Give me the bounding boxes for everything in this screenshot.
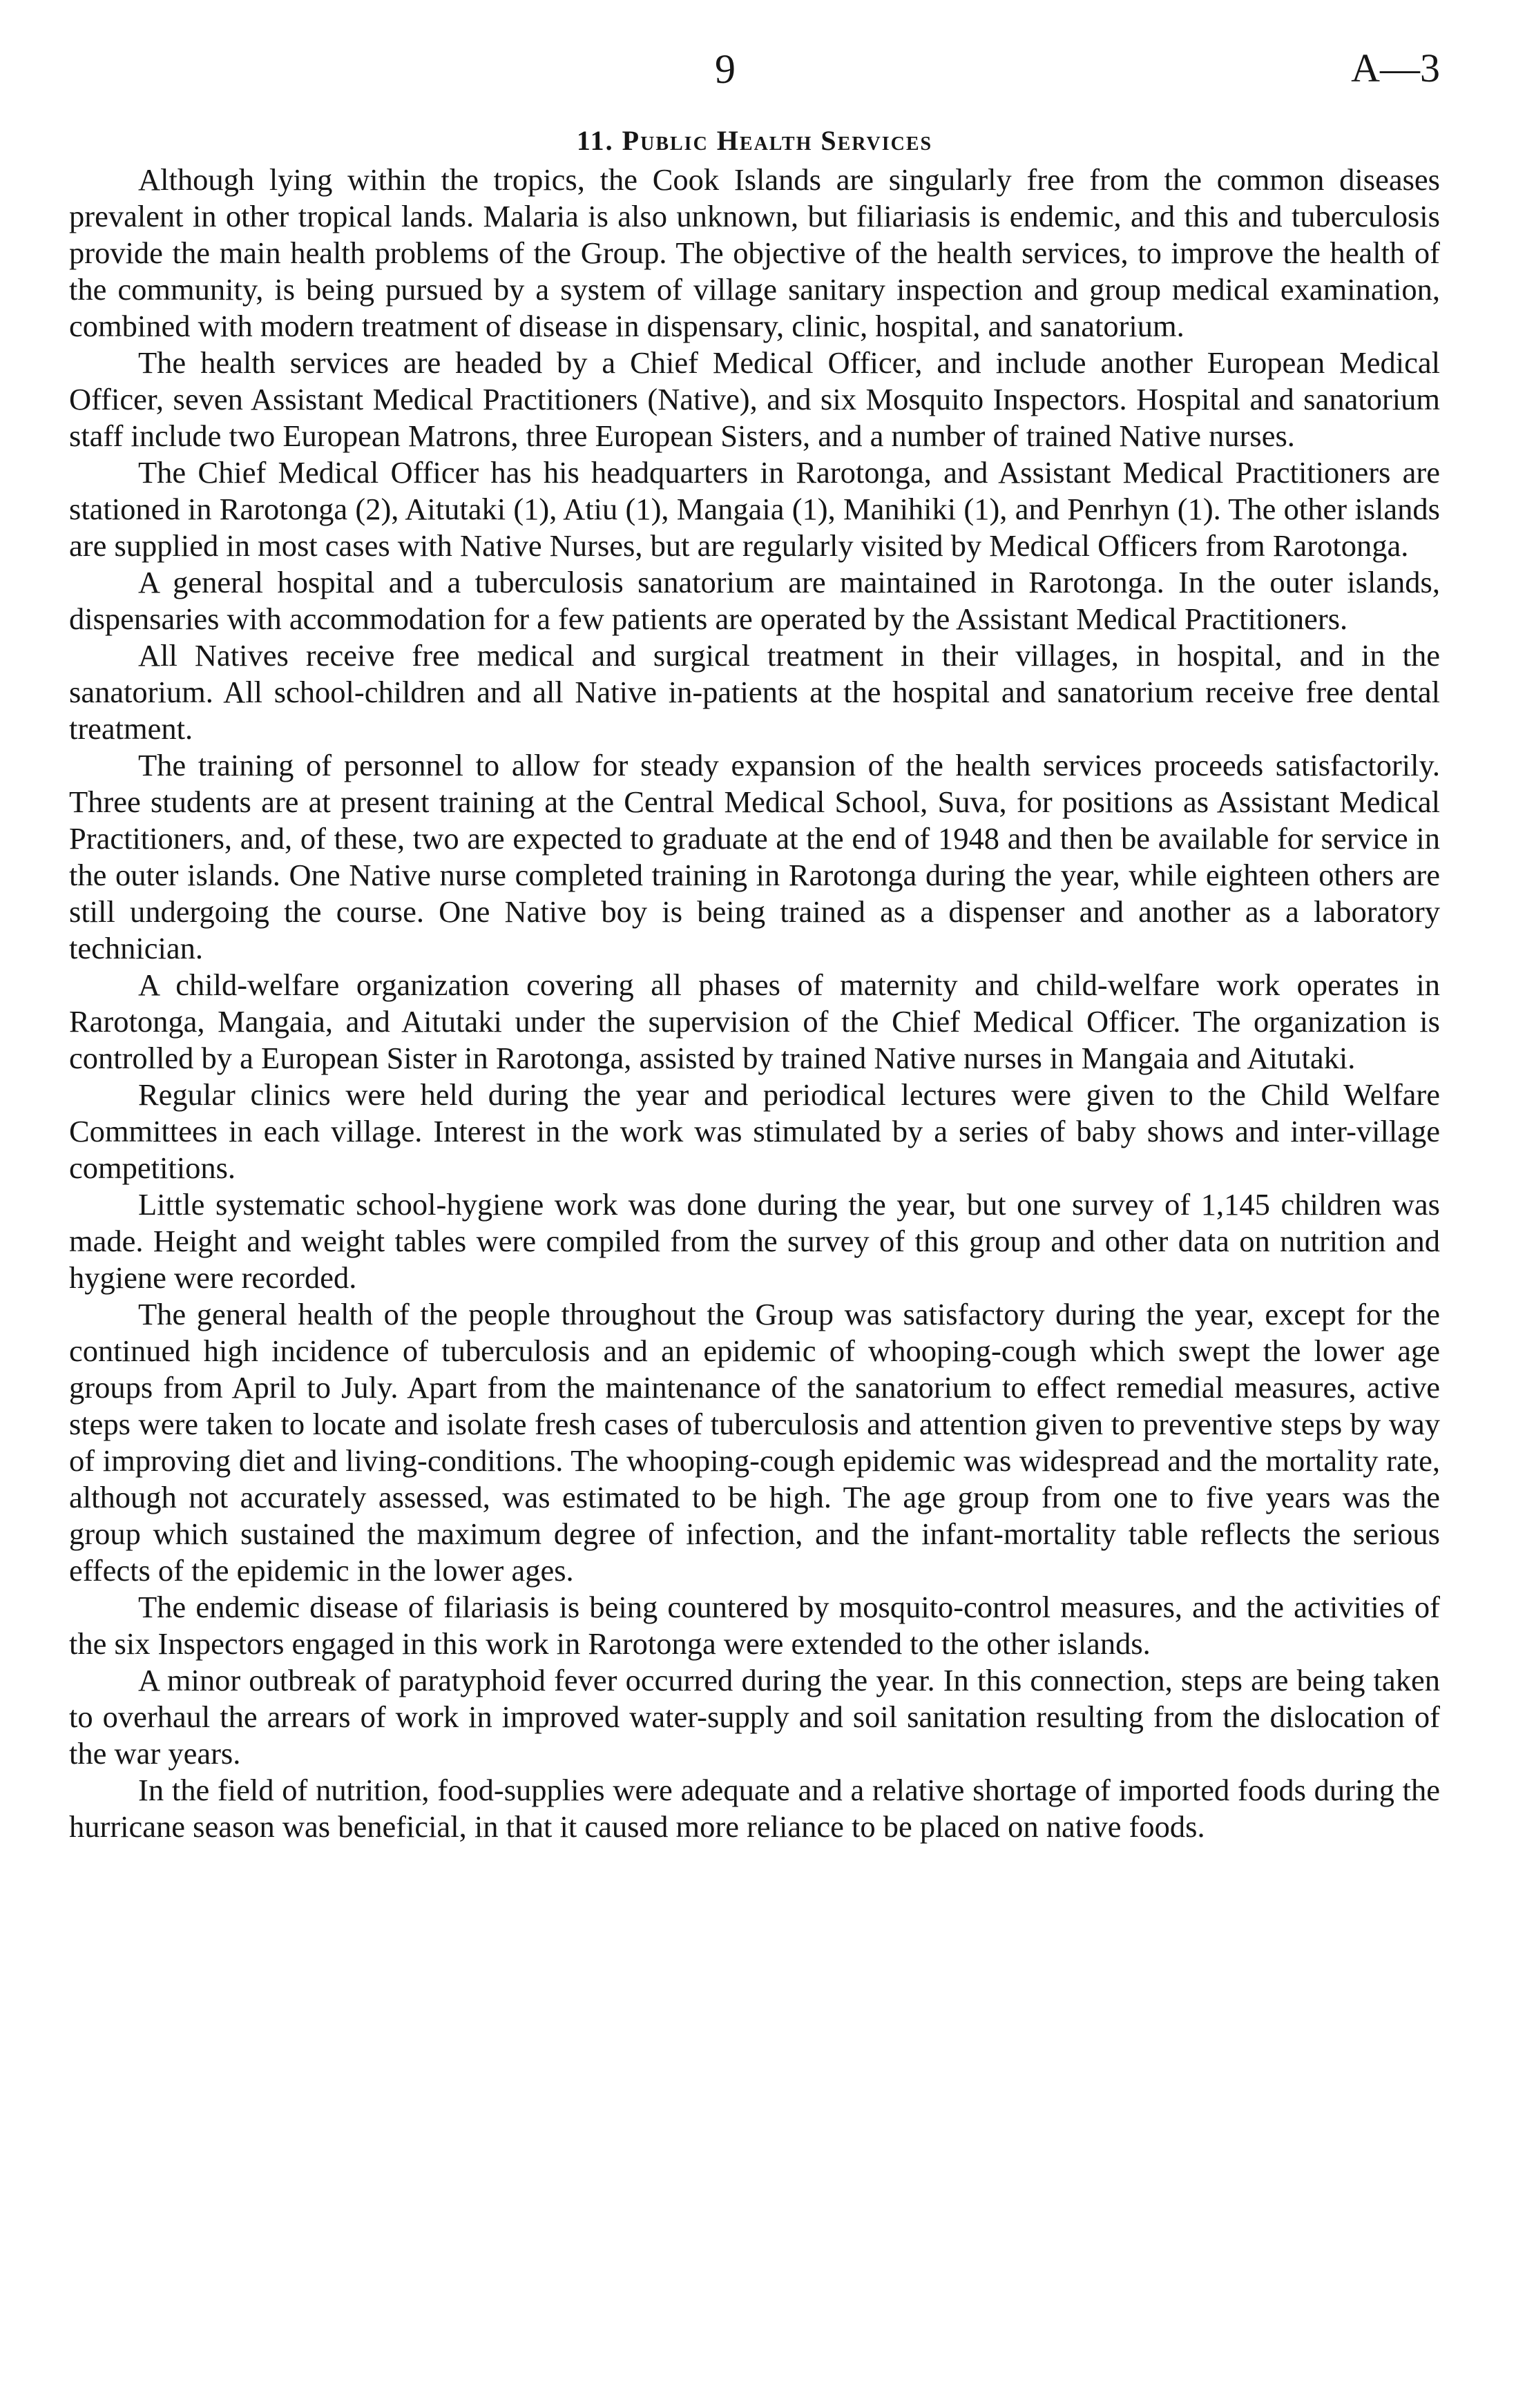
paragraph-disease-overview: Although lying within the tropics, the Cook Islands are singularly free from the common diseases prevalent in other tropical lands. Malaria is also unknown, but filiariasis is endemic, and this and tuberculosis provide the main health problems of the Group. The objective of the health services, to improve the health of the community, is being pursued by a system of village sanitary inspection and group medical examination, combined with modern treatment of disease in dispensary, clinic, hospital, and sanatorium.	[69, 162, 1440, 343]
document-page	[69, 48, 1440, 2362]
paragraph-training: The training of personnel to allow for steady expansion of the health services proceeds satisfactorily. Three students are at present training at the Central Medical School, Suva, for positions as Assistant Medical Practitioners, and, of these, two are expected to graduate at the end of 1948 and then be available for service in the outer islands. One Native nurse completed training in Rarotonga during the year, while eighteen others are still undergoing the course. One Native boy is being trained as a dispenser and another as a laboratory technician.	[69, 748, 1440, 965]
paragraph-stations: The Chief Medical Officer has his headquarters in Rarotonga, and Assistant Medical Practitioners are stationed in Rarotonga (2), Aitutaki (1), Atiu (1), Mangaia (1), Manihiki (1), and Penrhyn (1). The other islands are supplied in most cases with Native Nurses, but are regularly visited by Medical Officers from Rarotonga.	[69, 455, 1440, 563]
section-title	[69, 124, 1440, 157]
paragraph-nutrition: In the field of nutrition, food-supplies were adequate and a relative shortage of imported foods during the hurricane season was beneficial, in that it caused more reliance to be placed on native foods.	[69, 1773, 1440, 1844]
paragraph-general-health: The general health of the people throughout the Group was satisfactory during the year, except for the continued high incidence of tuberculosis and an epidemic of whooping-cough which swept the lower age groups from April to July. Apart from the maintenance of the sanatorium to effect remedial measures, active steps were taken to locate and isolate fresh cases of tuberculosis and attention given to preventive steps by way of improving diet and living-conditions. The whooping-cough epidemic was widespread and the mortality rate, although not accurately assessed, was estimated to be high. The age group from one to five years was the group which sustained the maximum degree of infection, and the infant-mortality table reflects the serious effects of the epidemic in the lower ages.	[69, 1297, 1440, 1588]
section-heading: Public Health Services	[622, 125, 933, 156]
paragraph-free-treatment: All Natives receive free medical and surgical treatment in their villages, in hospital, and in the sanatorium. All school-children and all Native in-patients at the hospital and sanatorium receive free dental treatment.	[69, 638, 1440, 746]
paragraph-school-hygiene: Little systematic school-hygiene work was done during the year, but one survey of 1,145 children was made. Height and weight tables were compiled from the survey of this group and other data on nutrition and hygiene were recorded.	[69, 1187, 1440, 1295]
document-reference: A—3	[1351, 46, 1440, 90]
paragraph-filariasis: The endemic disease of filariasis is being countered by mosquito-control measures, and the activities of the six Inspectors engaged in this work in Rarotonga were extended to the other islands.	[69, 1590, 1440, 1661]
body-text	[69, 162, 1440, 1845]
paragraph-child-welfare: A child-welfare organization covering all phases of maternity and child-welfare work operates in Rarotonga, Mangaia, and Aitutaki under the supervision of the Chief Medical Officer. The organization is controlled by a European Sister in Rarotonga, assisted by trained Native nurses in Mangaia and Aitutaki.	[69, 967, 1440, 1075]
paragraph-paratyphoid: A minor outbreak of paratyphoid fever occurred during the year. In this connection, steps are being taken to overhaul the arrears of work in improved water-supply and soil sanitation resulting from the dislocation of the war years.	[69, 1663, 1440, 1771]
section-number: 11.	[576, 125, 614, 156]
paragraph-clinics: Regular clinics were held during the year and periodical lectures were given to the Child Welfare Committees in each village. Interest in the work was stimulated by a series of baby shows and inter-village competitions.	[69, 1077, 1440, 1185]
paragraph-facilities: A general hospital and a tuberculosis sanatorium are maintained in Rarotonga. In the outer islands, dispensaries with accommodation for a few patients are operated by the Assistant Medical Practitioners.	[69, 565, 1440, 636]
page-header	[69, 48, 1440, 124]
page-number: 9	[715, 46, 736, 92]
paragraph-staff: The health services are headed by a Chief Medical Officer, and include another European Medical Officer, seven Assistant Medical Practitioners (Native), and six Mosquito Inspectors. Hospital and sanatorium staff include two European Matrons, three European Sisters, and a number of trained Native nurses.	[69, 345, 1440, 453]
